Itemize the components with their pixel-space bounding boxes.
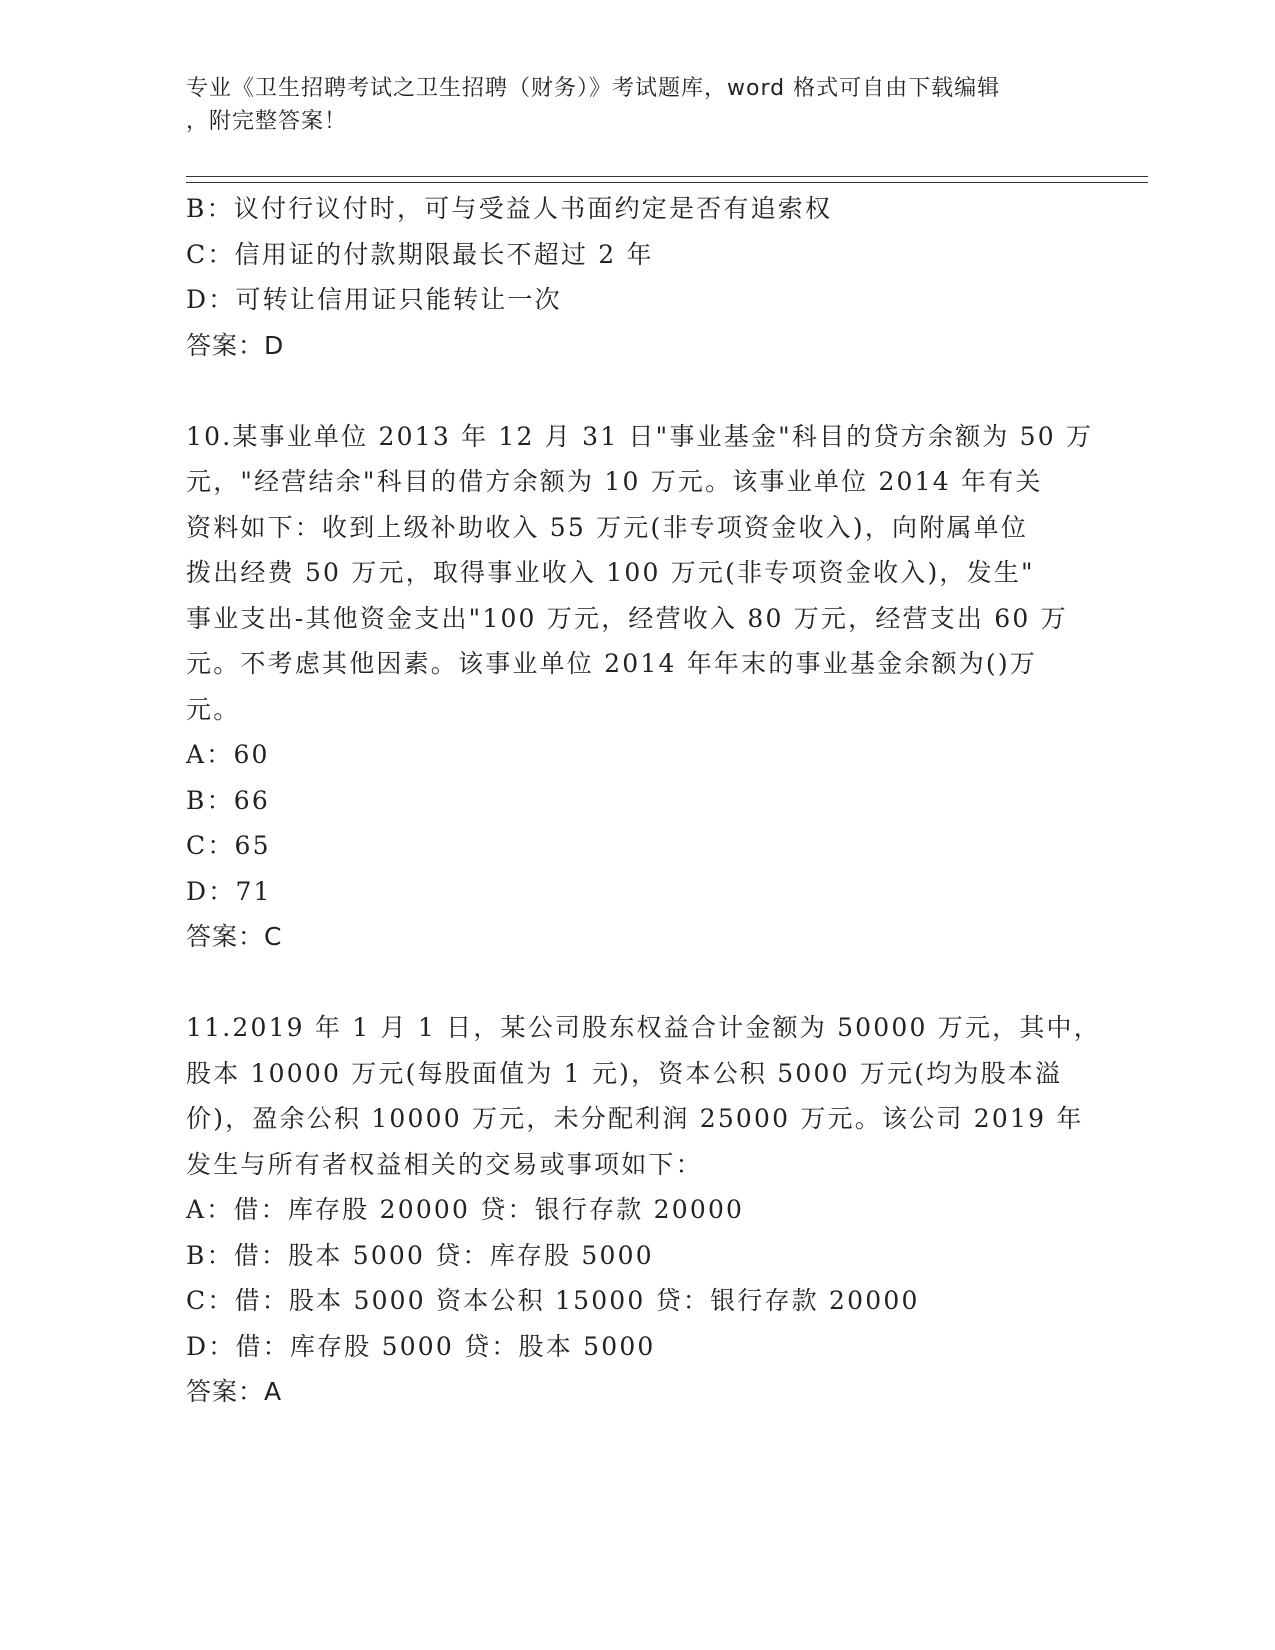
q9-answer: 答案：D xyxy=(186,330,285,360)
q11-option-d: D：借：库存股 5000 贷：股本 5000 xyxy=(186,1331,656,1361)
header-divider-bottom xyxy=(186,182,1148,183)
q10-stem-line: 元。不考虑其他因素。该事业单位 2014 年年末的事业基金余额为()万 xyxy=(186,649,1038,678)
q10-option-b: B：66 xyxy=(186,785,270,815)
q10-stem-line: 元，"经营结余"科目的借方余额为 10 万元。该事业单位 2014 年有关 xyxy=(186,467,1043,496)
spacer xyxy=(186,368,1076,414)
question-content xyxy=(186,186,1101,1415)
q11-option-c: C：借：股本 5000 资本公积 15000 贷：银行存款 20000 xyxy=(186,1286,920,1315)
document-header xyxy=(186,72,1066,138)
header-divider-top xyxy=(186,176,1148,177)
q10-option-c: C：65 xyxy=(186,831,271,860)
q11-option-a: A：借：库存股 20000 贷：银行存款 20000 xyxy=(186,1195,745,1224)
q10-stem-line: 事业支出-其他资金支出"100 万元，经营收入 80 万元，经营支出 60 万 xyxy=(186,603,1068,633)
q11-answer: 答案：A xyxy=(186,1377,283,1406)
q10-stem-line: 拨出经费 50 万元，取得事业收入 100 万元(非专项资金收入)，发生" xyxy=(186,558,1035,587)
q10-stem-line: 元。 xyxy=(186,694,241,724)
question-9 xyxy=(186,186,1076,368)
q10-answer: 答案：C xyxy=(186,922,283,951)
q11-stem-line: 股本 10000 万元(每股面值为 1 元)，资本公积 5000 万元(均为股本溢 xyxy=(186,1058,1063,1088)
q10-stem-line: 10.某事业单位 2013 年 12 月 31 日"事业基金"科目的贷方余额为 50 万 xyxy=(186,421,1094,451)
q10-option-a: A：60 xyxy=(186,740,270,769)
question-11 xyxy=(186,1005,1101,1415)
q9-option-d: D：可转让信用证只能转让一次 xyxy=(186,285,562,314)
q11-stem-line: 价)，盈余公积 10000 万元，未分配利润 25000 万元。该公司 2019 年 xyxy=(186,1104,1084,1133)
q9-option-b: B：议付行议付时，可与受益人书面约定是否有追索权 xyxy=(186,194,833,223)
q9-option-c: C：信用证的付款期限最长不超过 2 年 xyxy=(186,239,654,269)
question-10 xyxy=(186,414,1094,960)
spacer xyxy=(186,960,1076,1006)
header-line-2: ，附完整答案！ xyxy=(186,109,348,134)
q10-option-d: D：71 xyxy=(186,876,272,906)
q11-option-b: B：借：股本 5000 贷：库存股 5000 xyxy=(186,1240,654,1270)
q11-stem-line: 11.2019 年 1 月 1 日，某公司股东权益合计金额为 50000 万元，其中， xyxy=(186,1013,1101,1042)
q11-stem-line: 发生与所有者权益相关的交易或事项如下： xyxy=(186,1149,703,1179)
q10-stem-line: 资料如下：收到上级补助收入 55 万元(非专项资金收入)，向附属单位 xyxy=(186,512,1029,542)
header-line-1: 专业《卫生招聘考试之卫生招聘（财务）》考试题库，word 格式可自由下载编辑 xyxy=(186,76,1001,101)
